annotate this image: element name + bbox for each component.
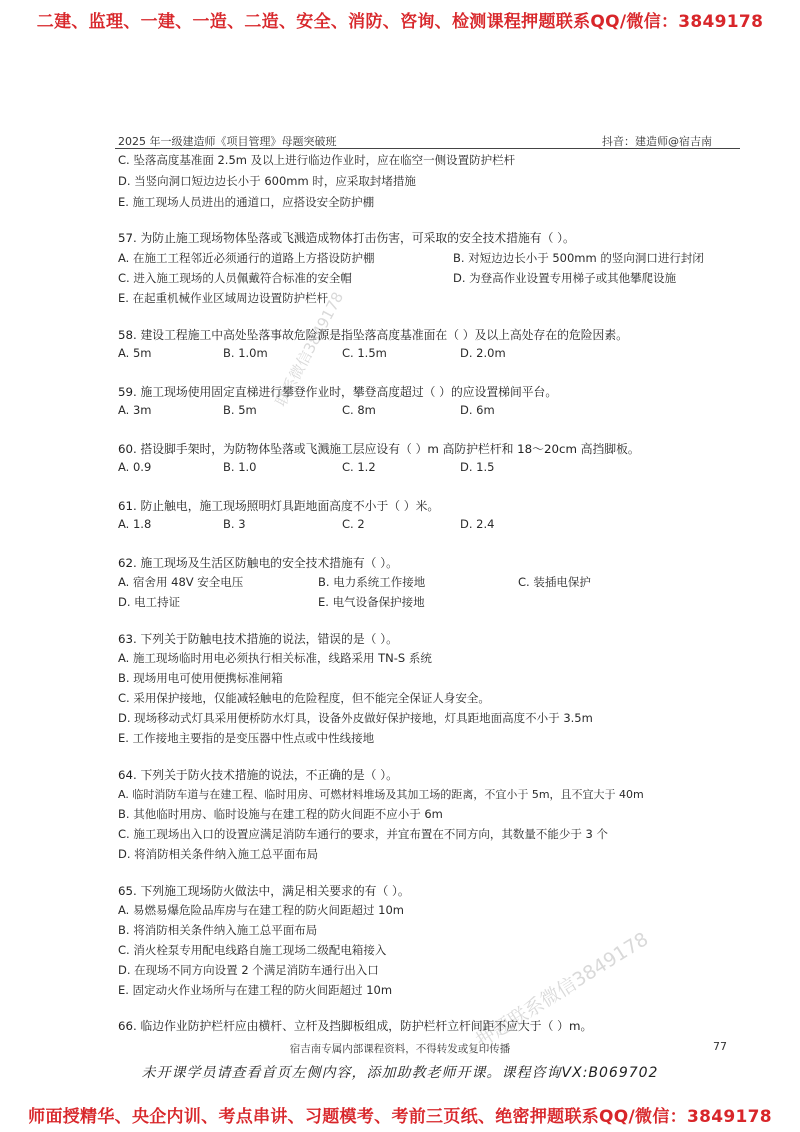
question-59-option-c: C. 8m xyxy=(342,403,376,417)
question-65-option-b: B. 将消防相关条件纳入施工总平面布局 xyxy=(118,923,318,937)
question-59-option-d: D. 6m xyxy=(460,403,495,417)
promo-banner-top: 二建、监理、一建、一造、二造、安全、消防、咨询、检测课程押题联系QQ/微信：3849178 xyxy=(36,12,764,32)
question-63-option-b: B. 现场用电可使用便携标准闸箱 xyxy=(118,671,283,685)
prev-option-c: C. 坠落高度基准面 2.5m 及以上进行临边作业时，应在临空一侧设置防护栏杆 xyxy=(118,153,516,167)
question-58-option-c: C. 1.5m xyxy=(342,346,387,360)
question-57-stem: 57. 为防止施工现场物体坠落或飞溅造成物体打击伤害，可采取的安全技术措施有（ ）。 xyxy=(118,231,575,245)
question-64-option-d: D. 将消防相关条件纳入施工总平面布局 xyxy=(118,847,319,861)
question-57-option-e: E. 在起重机械作业区域周边设置防护栏杆 xyxy=(118,291,329,305)
question-58-stem: 58. 建设工程施工中高处坠落事故危险源是指坠落高度基准面在（ ）及以上高处存在的危险因素。 xyxy=(118,328,628,342)
question-64-option-c: C. 施工现场出入口的设置应满足消防车通行的要求，并宜布置在不同方向，其数量不能少于 3 个 xyxy=(118,827,608,841)
question-59-option-a: A. 3m xyxy=(118,403,152,417)
question-60-option-c: C. 1.2 xyxy=(342,460,376,474)
footer-notice: 宿吉南专属内部课程资料，不得转发或复印传播 xyxy=(289,1043,511,1055)
question-65-option-d: D. 在现场不同方向设置 2 个满足消防车通行出入口 xyxy=(118,963,379,977)
header-divider xyxy=(115,148,740,149)
question-57-option-a: A. 在施工工程邻近必须通行的道路上方搭设防护棚 xyxy=(118,251,375,265)
question-62-option-b: B. 电力系统工作接地 xyxy=(318,575,426,589)
question-57-option-c: C. 进入施工现场的人员佩戴符合标准的安全帽 xyxy=(118,271,352,285)
question-63-option-a: A. 施工现场临时用电必须执行相关标准，线路采用 TN-S 系统 xyxy=(118,651,432,665)
question-57-option-d: D. 为登高作业设置专用梯子或其他攀爬设施 xyxy=(453,271,677,285)
question-63-stem: 63. 下列关于防触电技术措施的说法，错误的是（ ）。 xyxy=(118,632,398,646)
question-62-option-d: D. 电工持证 xyxy=(118,595,181,609)
question-57-option-b: B. 对短边边长小于 500mm 的竖向洞口进行封闭 xyxy=(453,251,704,265)
watermark: 联系微信3849178 xyxy=(271,288,348,410)
question-58-option-a: A. 5m xyxy=(118,346,152,360)
header-course-title: 2025 年一级建造师《项目管理》母题突破班 xyxy=(118,135,337,148)
question-65-option-e: E. 固定动火作业场所与在建工程的防火间距超过 10m xyxy=(118,983,393,997)
question-61-option-c: C. 2 xyxy=(342,517,365,531)
question-58-option-d: D. 2.0m xyxy=(460,346,506,360)
question-61-stem: 61. 防止触电，施工现场照明灯具距地面高度不小于（ ）米。 xyxy=(118,499,440,513)
question-59-option-b: B. 5m xyxy=(223,403,257,417)
page-number: 77 xyxy=(713,1040,727,1053)
watermark: 押题联系微信3849178 xyxy=(472,928,653,1053)
question-64-stem: 64. 下列关于防火技术措施的说法，不正确的是（ ）。 xyxy=(118,768,398,782)
promo-banner-bottom: 师面授精华、央企内训、考点串讲、习题模考、考前三页纸、绝密押题联系QQ/微信：3849178 xyxy=(28,1107,772,1127)
question-62-stem: 62. 施工现场及生活区防触电的安全技术措施有（ ）。 xyxy=(118,556,398,570)
question-62-option-e: E. 电气设备保护接地 xyxy=(318,595,425,609)
question-61-option-a: A. 1.8 xyxy=(118,517,152,531)
prev-option-e: E. 施工现场人员进出的通道口，应搭设安全防护棚 xyxy=(118,195,375,209)
question-59-stem: 59. 施工现场使用固定直梯进行攀登作业时，攀登高度超过（ ）的应设置梯间平台。 xyxy=(118,385,558,399)
question-64-option-a: A. 临时消防车道与在建工程、临时用房、可燃材料堆场及其加工场的距离，不宜小于 5m，且不宜大于 40m xyxy=(118,788,644,801)
header-author: 抖音：建造师@宿吉南 xyxy=(602,135,712,148)
question-60-option-a: A. 0.9 xyxy=(118,460,152,474)
question-61-option-d: D. 2.4 xyxy=(460,517,495,531)
enrollment-notice: 未开课学员请查看首页左侧内容，添加助教老师开课。课程咨询VX:B069702 xyxy=(141,1065,659,1081)
question-65-stem: 65. 下列施工现场防火做法中，满足相关要求的有（ ）。 xyxy=(118,884,410,898)
question-65-option-c: C. 消火栓泵专用配电线路自施工现场二级配电箱接入 xyxy=(118,943,387,957)
question-63-option-e: E. 工作接地主要指的是变压器中性点或中性线接地 xyxy=(118,731,375,745)
question-62-option-c: C. 装插电保护 xyxy=(518,575,591,589)
question-65-option-a: A. 易燃易爆危险品库房与在建工程的防火间距超过 10m xyxy=(118,903,404,917)
question-62-option-a: A. 宿舍用 48V 安全电压 xyxy=(118,575,244,589)
prev-option-d: D. 当竖向洞口短边边长小于 600mm 时，应采取封堵措施 xyxy=(118,174,416,188)
question-63-option-d: D. 现场移动式灯具采用便桥防水灯具，设备外皮做好保护接地，灯具距地面高度不小于 3.5m xyxy=(118,711,593,725)
question-60-option-b: B. 1.0 xyxy=(223,460,257,474)
question-64-option-b: B. 其他临时用房、临时设施与在建工程的防火间距不应小于 6m xyxy=(118,807,443,821)
question-63-option-c: C. 采用保护接地，仅能减轻触电的危险程度，但不能完全保证人身安全。 xyxy=(118,691,490,705)
question-61-option-b: B. 3 xyxy=(223,517,246,531)
question-58-option-b: B. 1.0m xyxy=(223,346,268,360)
question-60-stem: 60. 搭设脚手架时，为防物体坠落或飞溅施工层应设有（ ）m 高防护栏杆和 18～20cm 高挡脚板。 xyxy=(118,442,640,456)
question-66-stem: 66. 临边作业防护栏杆应由横杆、立杆及挡脚板组成，防护栏杆立杆间距不应大于（ ）m。 xyxy=(118,1019,593,1033)
question-60-option-d: D. 1.5 xyxy=(460,460,495,474)
